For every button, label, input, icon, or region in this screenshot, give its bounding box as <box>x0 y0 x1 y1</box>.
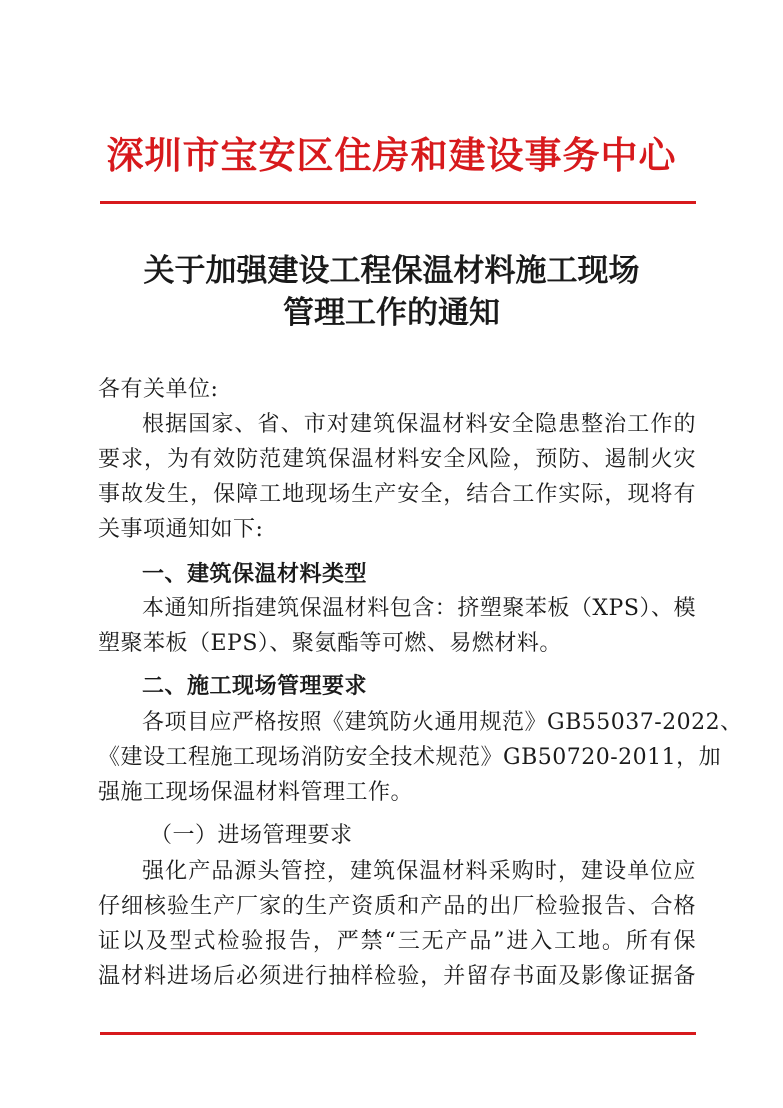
subsection-1-heading: （一）进场管理要求 <box>150 823 353 848</box>
salutation: 各有关单位: <box>98 377 219 402</box>
agency-header: 深圳市宝安区住房和建设事务中心 <box>106 133 677 177</box>
footer-red-rule <box>100 1032 696 1035</box>
section-1-line: 本通知所指建筑保温材料包含：挤塑聚苯板（XPS）、模 <box>142 596 696 621</box>
section-1-line: 塑聚苯板（EPS）、聚氨酯等可燃、易燃材料。 <box>98 631 562 656</box>
section-1-heading: 一、建筑保温材料类型 <box>142 561 368 587</box>
document-title-line-1: 关于加强建设工程保温材料施工现场 <box>143 253 640 289</box>
section-2-line: 《建设工程施工现场消防安全技术规范》GB50720-2011，加 <box>98 745 722 770</box>
intro-line: 要求，为有效防范建筑保温材料安全风险，预防、遏制火灾 <box>98 447 696 472</box>
subsection-1-line: 仔细核验生产厂家的生产资质和产品的出厂检验报告、合格 <box>98 894 696 919</box>
subsection-1-line: 证以及型式检验报告，严禁“三无产品”进入工地。所有保 <box>98 929 696 954</box>
header-red-rule <box>100 201 696 204</box>
intro-line: 根据国家、省、市对建筑保温材料安全隐患整治工作的 <box>142 412 696 437</box>
subsection-1-line: 强化产品源头管控，建筑保温材料采购时，建设单位应 <box>142 859 696 884</box>
section-2-heading: 二、施工现场管理要求 <box>142 673 368 699</box>
document-title-line-2: 管理工作的通知 <box>283 295 500 331</box>
subsection-1-line: 温材料进场后必须进行抽样检验，并留存书面及影像证据备 <box>98 964 696 989</box>
section-2-line: 各项目应严格按照《建筑防火通用规范》GB55037-2022、 <box>142 710 743 735</box>
intro-line: 关事项通知如下: <box>98 517 264 542</box>
section-2-line: 强施工现场保温材料管理工作。 <box>98 780 414 805</box>
intro-line: 事故发生，保障工地现场生产安全，结合工作实际，现将有 <box>98 482 696 507</box>
